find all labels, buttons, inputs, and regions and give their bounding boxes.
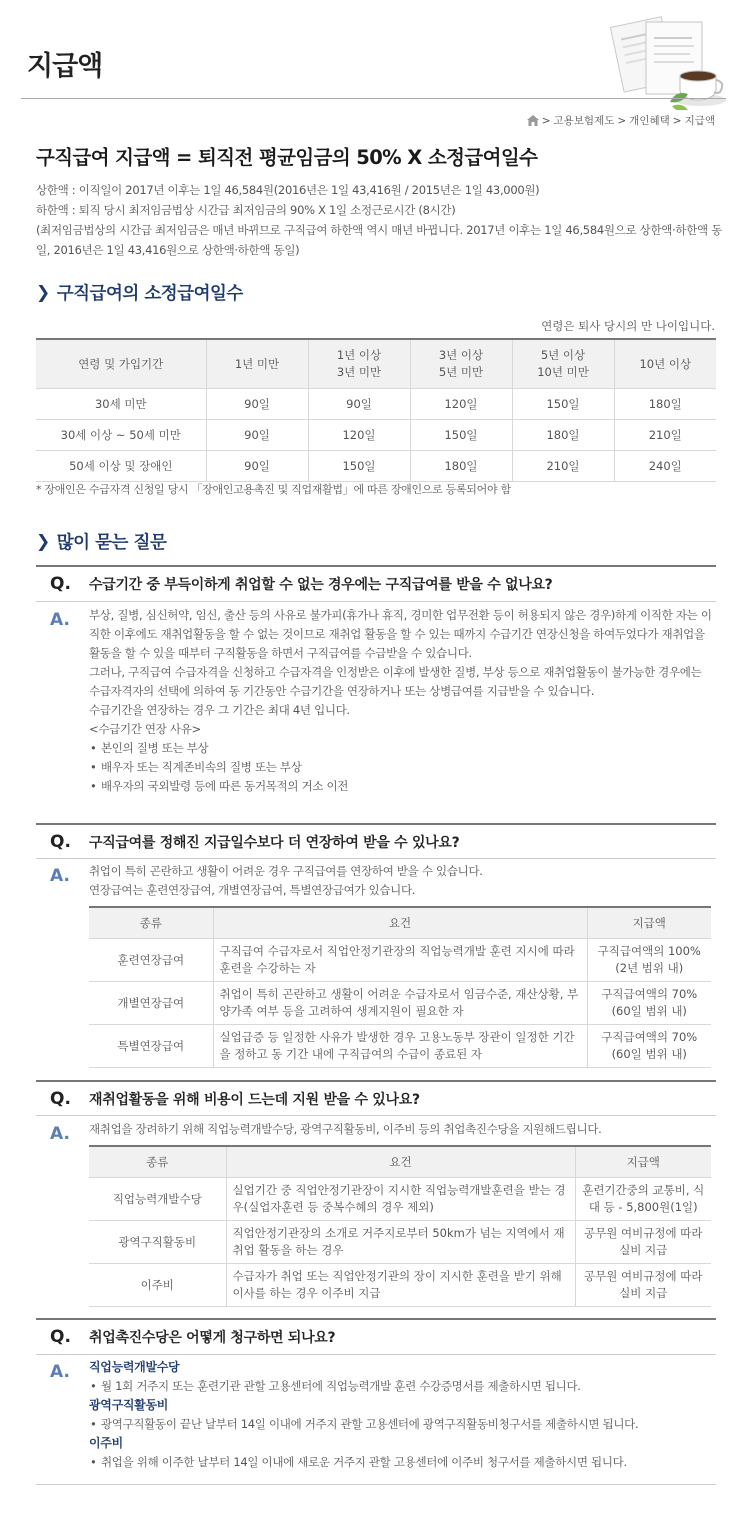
table-cell: 직업능력개발수당 (89, 1178, 226, 1221)
table-cell: 240일 (614, 451, 716, 482)
allowance-steps (89, 1415, 715, 1434)
table-cell: 90일 (206, 389, 308, 420)
age-note: 연령은 퇴사 당시의 만 나이입니다. (541, 319, 715, 333)
table-cell: 90일 (206, 451, 308, 482)
table-cell: 210일 (614, 420, 716, 451)
benefit-days-table (36, 338, 716, 482)
table-row (89, 1264, 711, 1307)
question-mark-label: Q. (50, 1088, 71, 1109)
table-cell: 120일 (308, 420, 410, 451)
table-cell: 구직급여액의 70% (60일 범위 내) (587, 982, 711, 1025)
table-cell: 구직급여 수급자로서 직업안정기관장의 직업능력개발 훈련 지시에 따라 훈련을 수강하는 자 (213, 939, 587, 982)
days-section-heading (36, 280, 243, 305)
header-requirement: 요건 (226, 1146, 575, 1178)
breadcrumb-item-current: 지급액 (684, 115, 715, 127)
table-cell: 훈련기간중의 교통비, 식대 등 - 5,800원(1일) (575, 1178, 711, 1221)
question-text: 재취업활동을 위해 비용이 드는데 지원 받을 수 있나요? (89, 1091, 420, 1108)
upper-limit-note: 상한액 : 이직일이 2017년 이후는 1일 46,584원(2016년은 1일 43,416원 / 2015년은 1일 43,000원) (36, 183, 540, 197)
breadcrumb-item-benefits[interactable]: 개인혜택 (629, 115, 670, 127)
disability-footnote: * 장애인은 수급자격 신청일 당시 「장애인고용촉진 및 직업재활법」에 따른 장애인으로 등록되어야 함 (36, 483, 511, 496)
faq-section-title: 많이 묻는 질문 (56, 533, 167, 553)
header-amount: 지급액 (575, 1146, 711, 1178)
faq-question-2 (36, 823, 716, 859)
table-cell: 훈련연장급여 (89, 939, 213, 982)
table-cell: 특별연장급여 (89, 1025, 213, 1068)
table-cell: 180일 (614, 389, 716, 420)
header-age-period: 연령 및 가입기간 (36, 339, 206, 389)
answer-paragraph: 재취업을 장려하기 위해 직업능력개발수당, 광역구직활동비, 이주비 등의 취업촉진수당을 지원해드립니다. (89, 1122, 602, 1136)
page-title: 지급액 (27, 51, 103, 82)
table-cell: 개별연장급여 (89, 982, 213, 1025)
answer-mark-label: A. (50, 1362, 70, 1382)
table-row (36, 389, 716, 420)
table-header-row (89, 907, 711, 939)
faq-section-heading (36, 529, 166, 554)
list-item: • 배우자의 국외발령 등에 따른 동거목적의 거소 이전 (89, 777, 715, 796)
faq-answer-2 (89, 862, 715, 900)
header-requirement: 요건 (213, 907, 587, 939)
allowance-title: 이주비 (89, 1436, 123, 1450)
minimum-wage-note: (최저임금법상의 시간급 최저임금은 매년 바뀌므로 구직급여 하한액 역시 매년 바뀝니다. 2017년 이후는 1일 46,584원으로 상한액·하한액 동일, 2016년은 1일 43,416원으로 상한액·하한액 동일) (36, 223, 723, 257)
list-item: • 본인의 질병 또는 부상 (89, 739, 715, 758)
table-row (89, 1025, 711, 1068)
table-cell: 공무원 여비규정에 따라 실비 지급 (575, 1221, 711, 1264)
question-text: 취업촉진수당은 어떻게 청구하면 되나요? (89, 1330, 336, 1346)
table-row (36, 420, 716, 451)
promotion-allowance-table (89, 1145, 711, 1307)
table-cell: 수급자가 취업 또는 직업안정기관의 장이 지시한 훈련을 받기 위해 이사를 하는 경우 이주비 지급 (226, 1264, 575, 1307)
list-item: • 광역구직활동이 끝난 날부터 14일 이내에 거주지 관할 고용센터에 광역구직활동비청구서를 제출하시면 됩니다. (89, 1415, 715, 1434)
list-item: • 월 1회 거주지 또는 훈련기관 관할 고용센터에 직업능력개발 훈련 수강증명서를 제출하시면 됩니다. (89, 1377, 715, 1396)
faq-answer-4 (89, 1358, 715, 1472)
home-icon[interactable] (527, 115, 539, 126)
table-cell: 150일 (410, 420, 512, 451)
header-3-5y: 3년 이상 5년 미만 (410, 339, 512, 389)
question-mark-label: Q. (50, 831, 71, 852)
allowance-steps (89, 1377, 715, 1396)
table-cell: 30세 미만 (36, 389, 206, 420)
answer-paragraph: 취업이 특히 곤란하고 생활이 어려운 경우 구직급여를 연장하여 받을 수 있습니다. (89, 864, 483, 878)
table-cell: 직업안정기관장의 소개로 거주지로부터 50km가 넘는 지역에서 재취업 활동을 하는 경우 (226, 1221, 575, 1264)
table-cell: 취업이 특히 곤란하고 생활이 어려운 수급자로서 임금수준, 재산상황, 부양가족 여부 등을 고려하여 생계지원이 필요한 자 (213, 982, 587, 1025)
table-cell: 공무원 여비규정에 따라 실비 지급 (575, 1264, 711, 1307)
table-row (89, 1221, 711, 1264)
table-cell: 150일 (512, 389, 614, 420)
list-item: • 취업을 위해 이주한 날부터 14일 이내에 새로운 거주지 관할 고용센터에 이주비 청구서를 제출하시면 됩니다. (89, 1453, 715, 1472)
breadcrumb-item-insurance[interactable]: 고용보험제도 (553, 115, 615, 127)
question-mark-label: Q. (50, 1327, 71, 1347)
document-coffee-icon (600, 10, 730, 110)
list-item: • 배우자 또는 직계존비속의 질병 또는 부상 (89, 758, 715, 777)
table-cell: 30세 이상 ~ 50세 미만 (36, 420, 206, 451)
bottom-divider (36, 1484, 716, 1485)
allowance-title: 광역구직활동비 (89, 1398, 169, 1412)
allowance-title: 직업능력개발수당 (89, 1360, 180, 1374)
answer-paragraph: 수급기간을 연장하는 경우 그 기간은 최대 4년 입니다. (89, 703, 350, 717)
answer-paragraph: 연장급여는 훈련연장급여, 개별연장급여, 특별연장급여가 있습니다. (89, 883, 416, 897)
faq-answer-1 (89, 606, 715, 796)
breadcrumb-separator: > (672, 114, 682, 127)
faq-answer-3 (89, 1120, 715, 1139)
table-cell: 광역구직활동비 (89, 1221, 226, 1264)
answer-mark-label: A. (50, 866, 70, 886)
table-row (89, 1178, 711, 1221)
answer-paragraph: <수급기간 연장 사유> (89, 722, 201, 736)
header-under-1y: 1년 미만 (206, 339, 308, 389)
table-cell: 50세 이상 및 장애인 (36, 451, 206, 482)
days-section-title: 구직급여의 소정급여일수 (56, 284, 243, 304)
answer-paragraph: 부상, 질병, 심신허약, 임신, 출산 등의 사유로 불가피(휴가나 휴직, 경미한 업무전환 등이 허용되지 않은 경우)하게 이직한 자는 이직한 이후에도 재취업활동을 할 수 없는 것이므로 재취업 활동을 할 수 있는 때까지 수급기간 연장신청을 하여두었다가 재취업을 활동을 할 수 있을 때부터 구직활동을 하면서 구직급여를 수급받을 수 있습니다. (89, 608, 712, 660)
breadcrumb (527, 113, 715, 128)
extension-benefit-table (89, 906, 711, 1068)
table-cell: 구직급여액의 100% (2년 범위 내) (587, 939, 711, 982)
faq-question-3 (36, 1080, 716, 1116)
table-row (89, 982, 711, 1025)
table-cell: 180일 (410, 451, 512, 482)
table-cell: 이주비 (89, 1264, 226, 1307)
header-divider (21, 98, 726, 99)
breadcrumb-separator: > (617, 114, 627, 127)
table-cell: 180일 (512, 420, 614, 451)
header-amount: 지급액 (587, 907, 711, 939)
faq-question-4 (36, 1318, 716, 1355)
table-cell: 150일 (308, 451, 410, 482)
table-cell: 120일 (410, 389, 512, 420)
allowance-steps (89, 1453, 715, 1472)
table-cell: 90일 (308, 389, 410, 420)
benefit-formula: 구직급여 지급액 = 퇴직전 평균임금의 50% X 소정급여일수 (36, 146, 538, 169)
table-cell: 210일 (512, 451, 614, 482)
table-cell: 실업기간 중 직업안정기관장이 지시한 직업능력개발훈련을 받는 경우(실업자훈련 등 중복수혜의 경우 제외) (226, 1178, 575, 1221)
question-text: 수급기간 중 부득이하게 취업할 수 없는 경우에는 구직급여를 받을 수 없나요? (89, 577, 553, 593)
header-type: 종류 (89, 1146, 226, 1178)
header-1-3y: 1년 이상 3년 미만 (308, 339, 410, 389)
answer-paragraph: 그러나, 구직급여 수급자격을 신청하고 수급자격을 인정받은 이후에 발생한 질병, 부상 등으로 재취업활동이 불가능한 경우에는 수급자격자의 선택에 의하여 동 기간동안 수급기간을 연장하거나 또는 상병급여를 지급받을 수 있습니다. (89, 665, 702, 698)
limit-notes (36, 180, 726, 260)
answer-mark-label: A. (50, 1124, 70, 1144)
table-row (36, 451, 716, 482)
chevron-right-icon: ❯ (36, 531, 50, 552)
chevron-right-icon: ❯ (36, 282, 50, 303)
lower-limit-note: 하한액 : 퇴직 당시 최저임금법상 시간급 최저임금의 90% X 1일 소정근로시간 (8시간) (36, 203, 456, 217)
table-header-row (36, 339, 716, 389)
header-over-10y: 10년 이상 (614, 339, 716, 389)
header-5-10y: 5년 이상 10년 미만 (512, 339, 614, 389)
extension-reasons-list (89, 739, 715, 796)
faq-question-1 (36, 565, 716, 602)
breadcrumb-separator: > (541, 114, 551, 127)
table-row (89, 939, 711, 982)
table-cell: 90일 (206, 420, 308, 451)
table-cell: 구직급여액의 70% (60일 범위 내) (587, 1025, 711, 1068)
table-cell: 실업급증 등 일정한 사유가 발생한 경우 고용노동부 장관이 일정한 기간을 정하고 동 기간 내에 구직급여의 수급이 종료된 자 (213, 1025, 587, 1068)
answer-mark-label: A. (50, 610, 70, 630)
table-header-row (89, 1146, 711, 1178)
question-mark-label: Q. (50, 574, 71, 594)
question-text: 구직급여를 정해진 지급일수보다 더 연장하여 받을 수 있나요? (89, 834, 460, 851)
header-type: 종류 (89, 907, 213, 939)
